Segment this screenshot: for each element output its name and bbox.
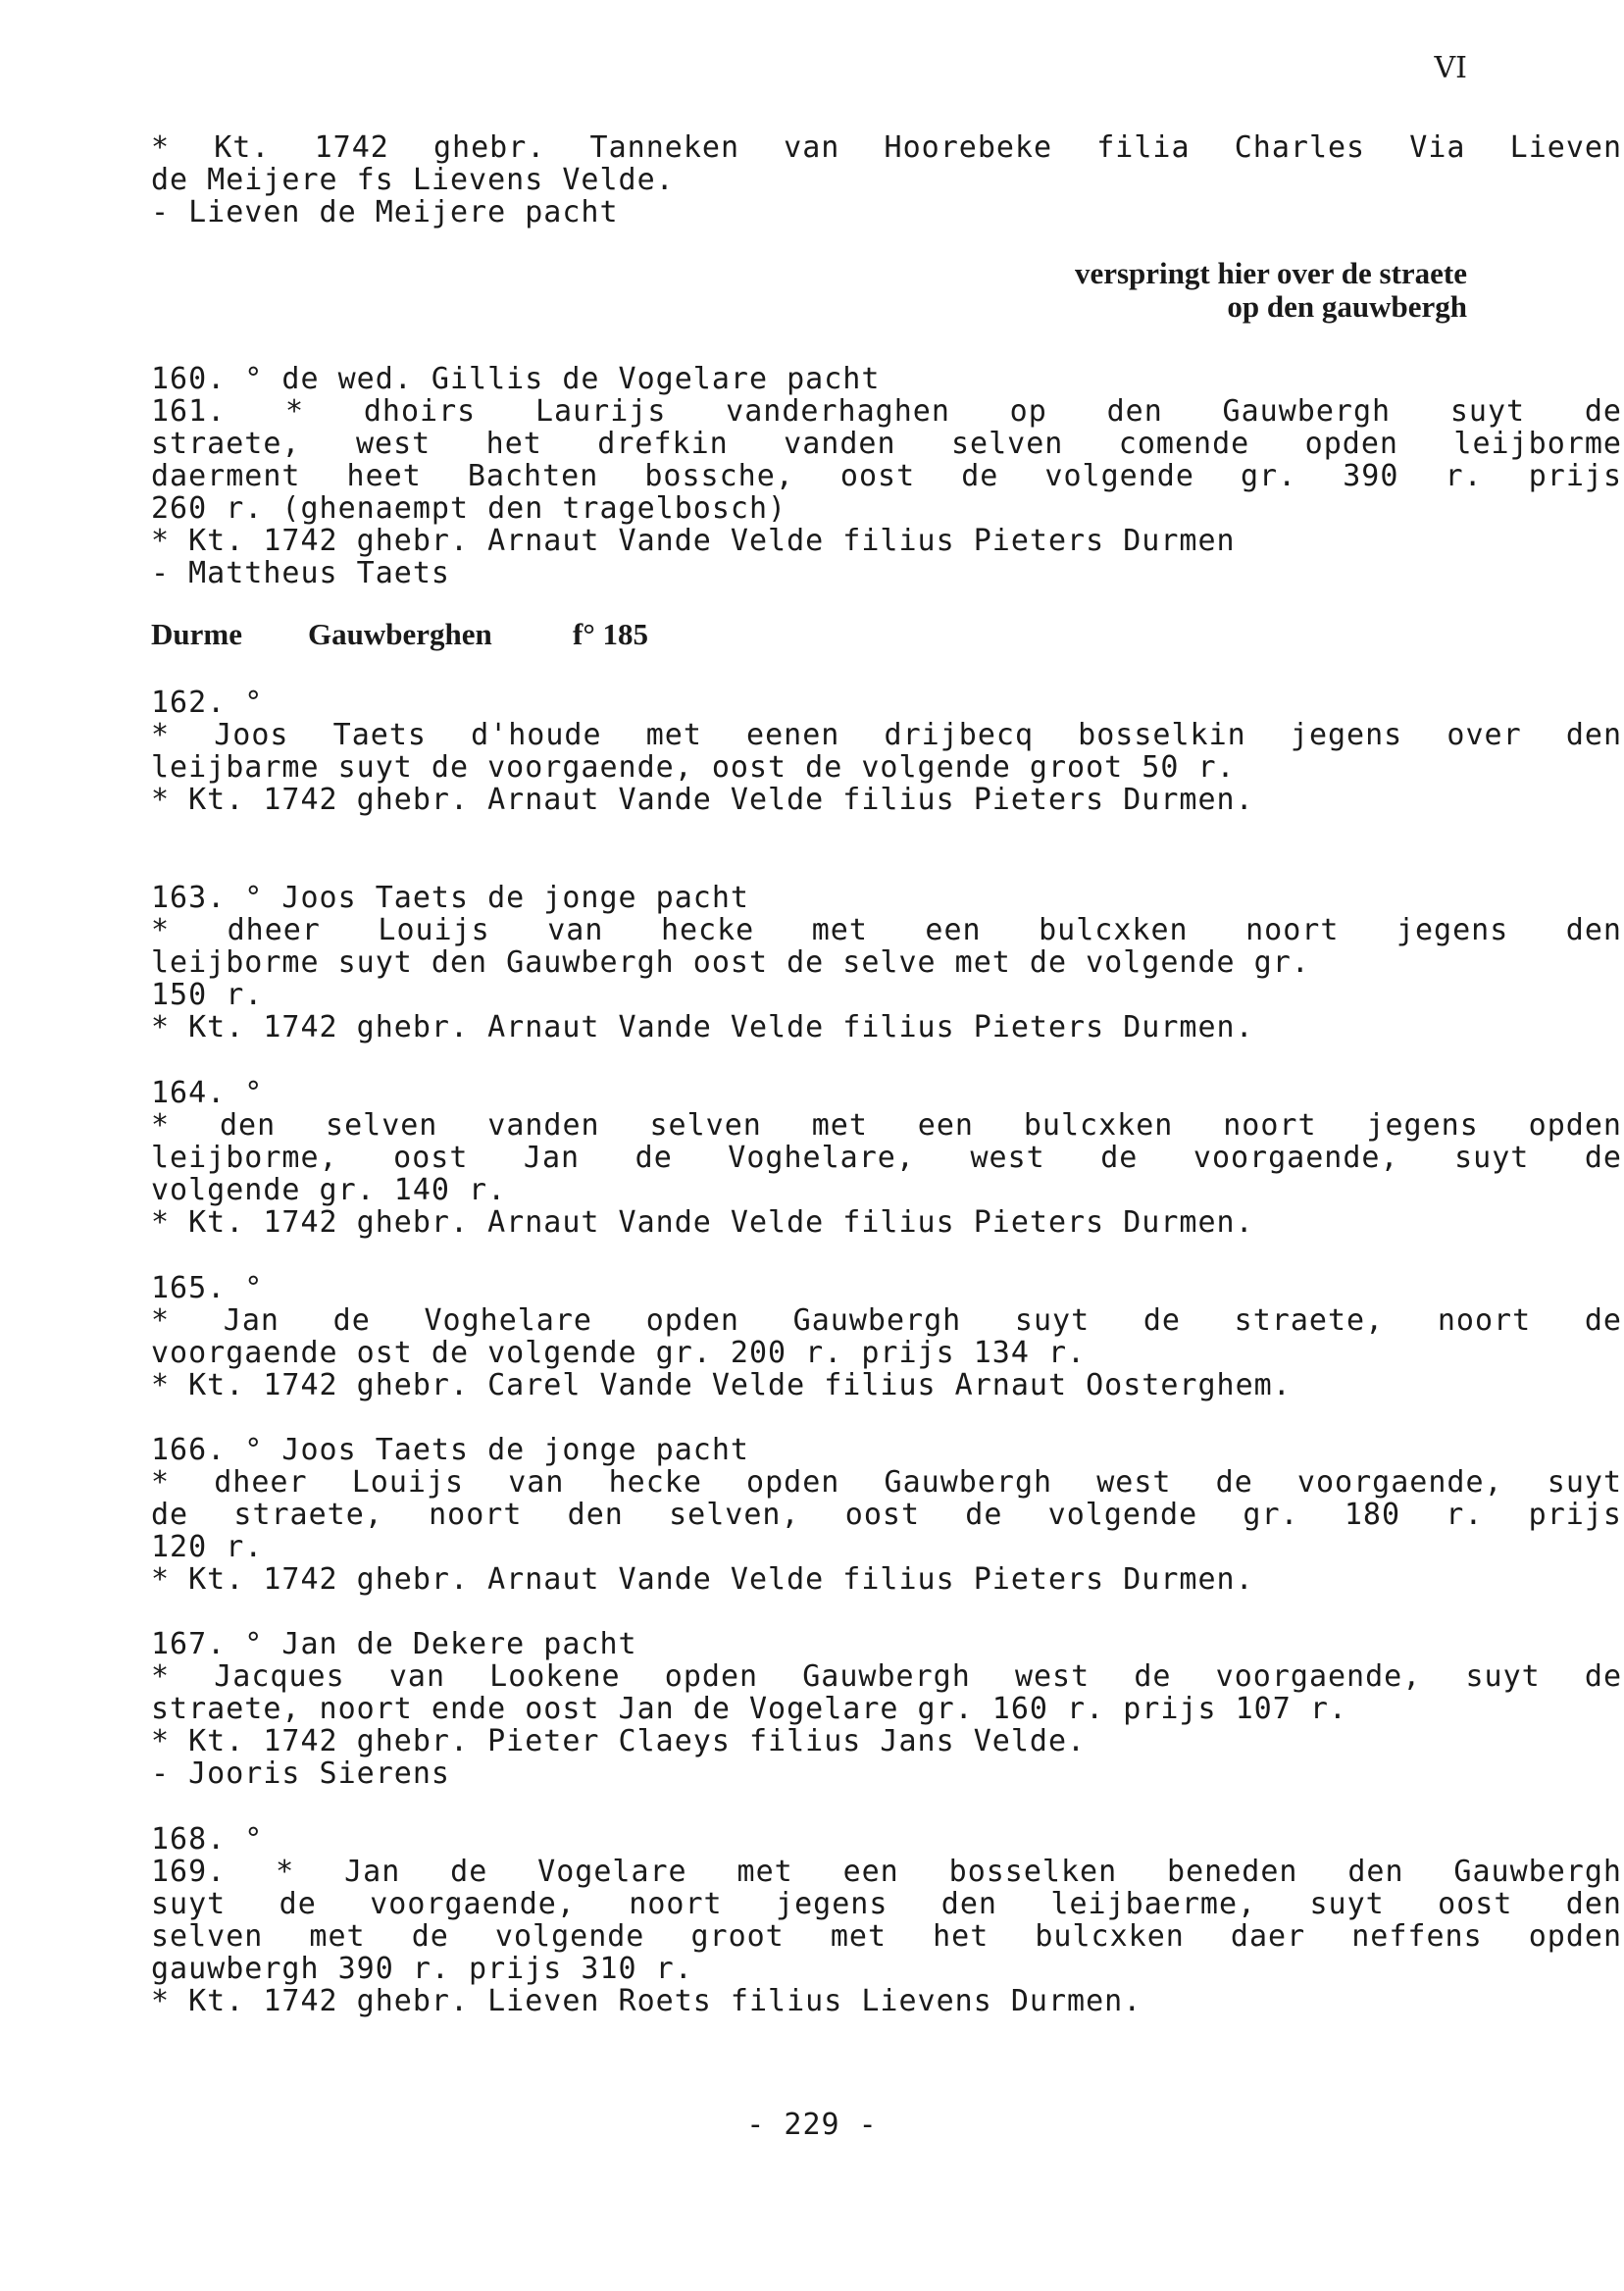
- entry-line: volgende gr. 140 r.: [151, 1173, 507, 1207]
- entry-line: - Jooris Sierens: [151, 1756, 450, 1791]
- page-number: - 229 -: [746, 2108, 878, 2142]
- entry-line: leijbarme suyt de voorgaende, oost de volgende groot 50 r.: [151, 750, 1236, 785]
- entry-line: 150 r.: [151, 978, 264, 1012]
- entry-line: * Joos Taets d'houde met eenen drijbecq bosselkin jegens over den: [151, 718, 1622, 752]
- section-title-line-2: op den gauwbergh: [1227, 289, 1467, 324]
- entry-line: * Kt. 1742 ghebr. Arnaut Vande Velde filius Pieters Durmen.: [151, 783, 1254, 817]
- entry-line: * Kt. 1742 ghebr. Arnaut Vande Velde filius Pieters Durmen.: [151, 1562, 1254, 1597]
- location-name: Gauwberghen: [308, 617, 492, 651]
- section-title-line-1: verspringt hier over de straete: [1074, 256, 1467, 290]
- entry-line: daerment heet Bachten bossche, oost de volgende gr. 390 r. prijs: [151, 459, 1622, 493]
- entry-line: * Kt. 1742 ghebr. Pieter Claeys filius Jans Velde.: [151, 1724, 1087, 1758]
- folio-reference: f° 185: [573, 617, 648, 651]
- entry-line: * Kt. 1742 ghebr. Carel Vande Velde filius Arnaut Oosterghem.: [151, 1368, 1292, 1402]
- entry-line: leijborme, oost Jan de Voghelare, west de voorgaende, suyt de: [151, 1141, 1622, 1175]
- text-line: de Meijere fs Lievens Velde.: [151, 163, 675, 197]
- entry-line: 160. ° de wed. Gillis de Vogelare pacht: [151, 362, 881, 396]
- entry-line: 120 r.: [151, 1530, 264, 1564]
- entry-line: gauwbergh 390 r. prijs 310 r.: [151, 1952, 693, 1986]
- entry-line: de straete, noort den selven, oost de volgende gr. 180 r. prijs: [151, 1498, 1622, 1532]
- entry-line: 164. °: [151, 1076, 264, 1110]
- entry-line: 168. °: [151, 1822, 264, 1857]
- entry-line: 163. ° Joos Taets de jonge pacht: [151, 881, 749, 915]
- entry-line: * Jacques van Lookene opden Gauwbergh west de voorgaende, suyt de: [151, 1659, 1622, 1694]
- page-label: VI: [1434, 51, 1467, 85]
- entry-line: suyt de voorgaende, noort jegens den leijbaerme, suyt oost den: [151, 1887, 1622, 1921]
- entry-line: selven met de volgende groot met het bulcxken daer neffens opden: [151, 1919, 1622, 1954]
- entry-line: * Jan de Voghelare opden Gauwbergh suyt de straete, noort de: [151, 1303, 1622, 1338]
- entry-line: 166. ° Joos Taets de jonge pacht: [151, 1433, 749, 1467]
- text-line: - Lieven de Meijere pacht: [151, 195, 619, 229]
- entry-line: 169. * Jan de Vogelare met een bosselken beneden den Gauwbergh: [151, 1855, 1622, 1889]
- entry-line: * dheer Louijs van hecke met een bulcxken noort jegens den: [151, 913, 1622, 947]
- entry-line: * dheer Louijs van hecke opden Gauwbergh west de voorgaende, suyt: [151, 1465, 1622, 1500]
- entry-line: * den selven vanden selven met een bulcxken noort jegens opden: [151, 1108, 1622, 1143]
- text-line: * Kt. 1742 ghebr. Tanneken van Hoorebeke filia Charles Via Lieven: [151, 130, 1622, 165]
- entry-line: 165. °: [151, 1271, 264, 1305]
- entry-line: - Mattheus Taets: [151, 556, 450, 590]
- entry-line: 161. * dhoirs Laurijs vanderhaghen op den Gauwbergh suyt de: [151, 394, 1622, 429]
- entry-line: voorgaende ost de volgende gr. 200 r. prijs 134 r.: [151, 1336, 1087, 1370]
- entry-line: 167. ° Jan de Dekere pacht: [151, 1627, 637, 1661]
- section-title: [1075, 257, 1467, 324]
- location-heading: [151, 618, 648, 651]
- entry-line: straete, noort ende oost Jan de Vogelare gr. 160 r. prijs 107 r.: [151, 1692, 1347, 1726]
- entry-line: * Kt. 1742 ghebr. Lieven Roets filius Lievens Durmen.: [151, 1984, 1142, 2018]
- entry-line: 260 r. (ghenaempt den tragelbosch): [151, 491, 787, 526]
- entry-line: * Kt. 1742 ghebr. Arnaut Vande Velde filius Pieters Durmen.: [151, 1010, 1254, 1044]
- entry-line: * Kt. 1742 ghebr. Arnaut Vande Velde filius Pieters Durmen.: [151, 1205, 1254, 1240]
- entry-line: leijborme suyt den Gauwbergh oost de selve met de volgende gr.: [151, 945, 1310, 980]
- entry-line: straete, west het drefkin vanden selven comende opden leijborme: [151, 427, 1622, 461]
- location-place: Durme: [151, 617, 242, 651]
- entry-line: 162. °: [151, 686, 264, 720]
- entry-line: * Kt. 1742 ghebr. Arnaut Vande Velde filius Pieters Durmen: [151, 524, 1236, 558]
